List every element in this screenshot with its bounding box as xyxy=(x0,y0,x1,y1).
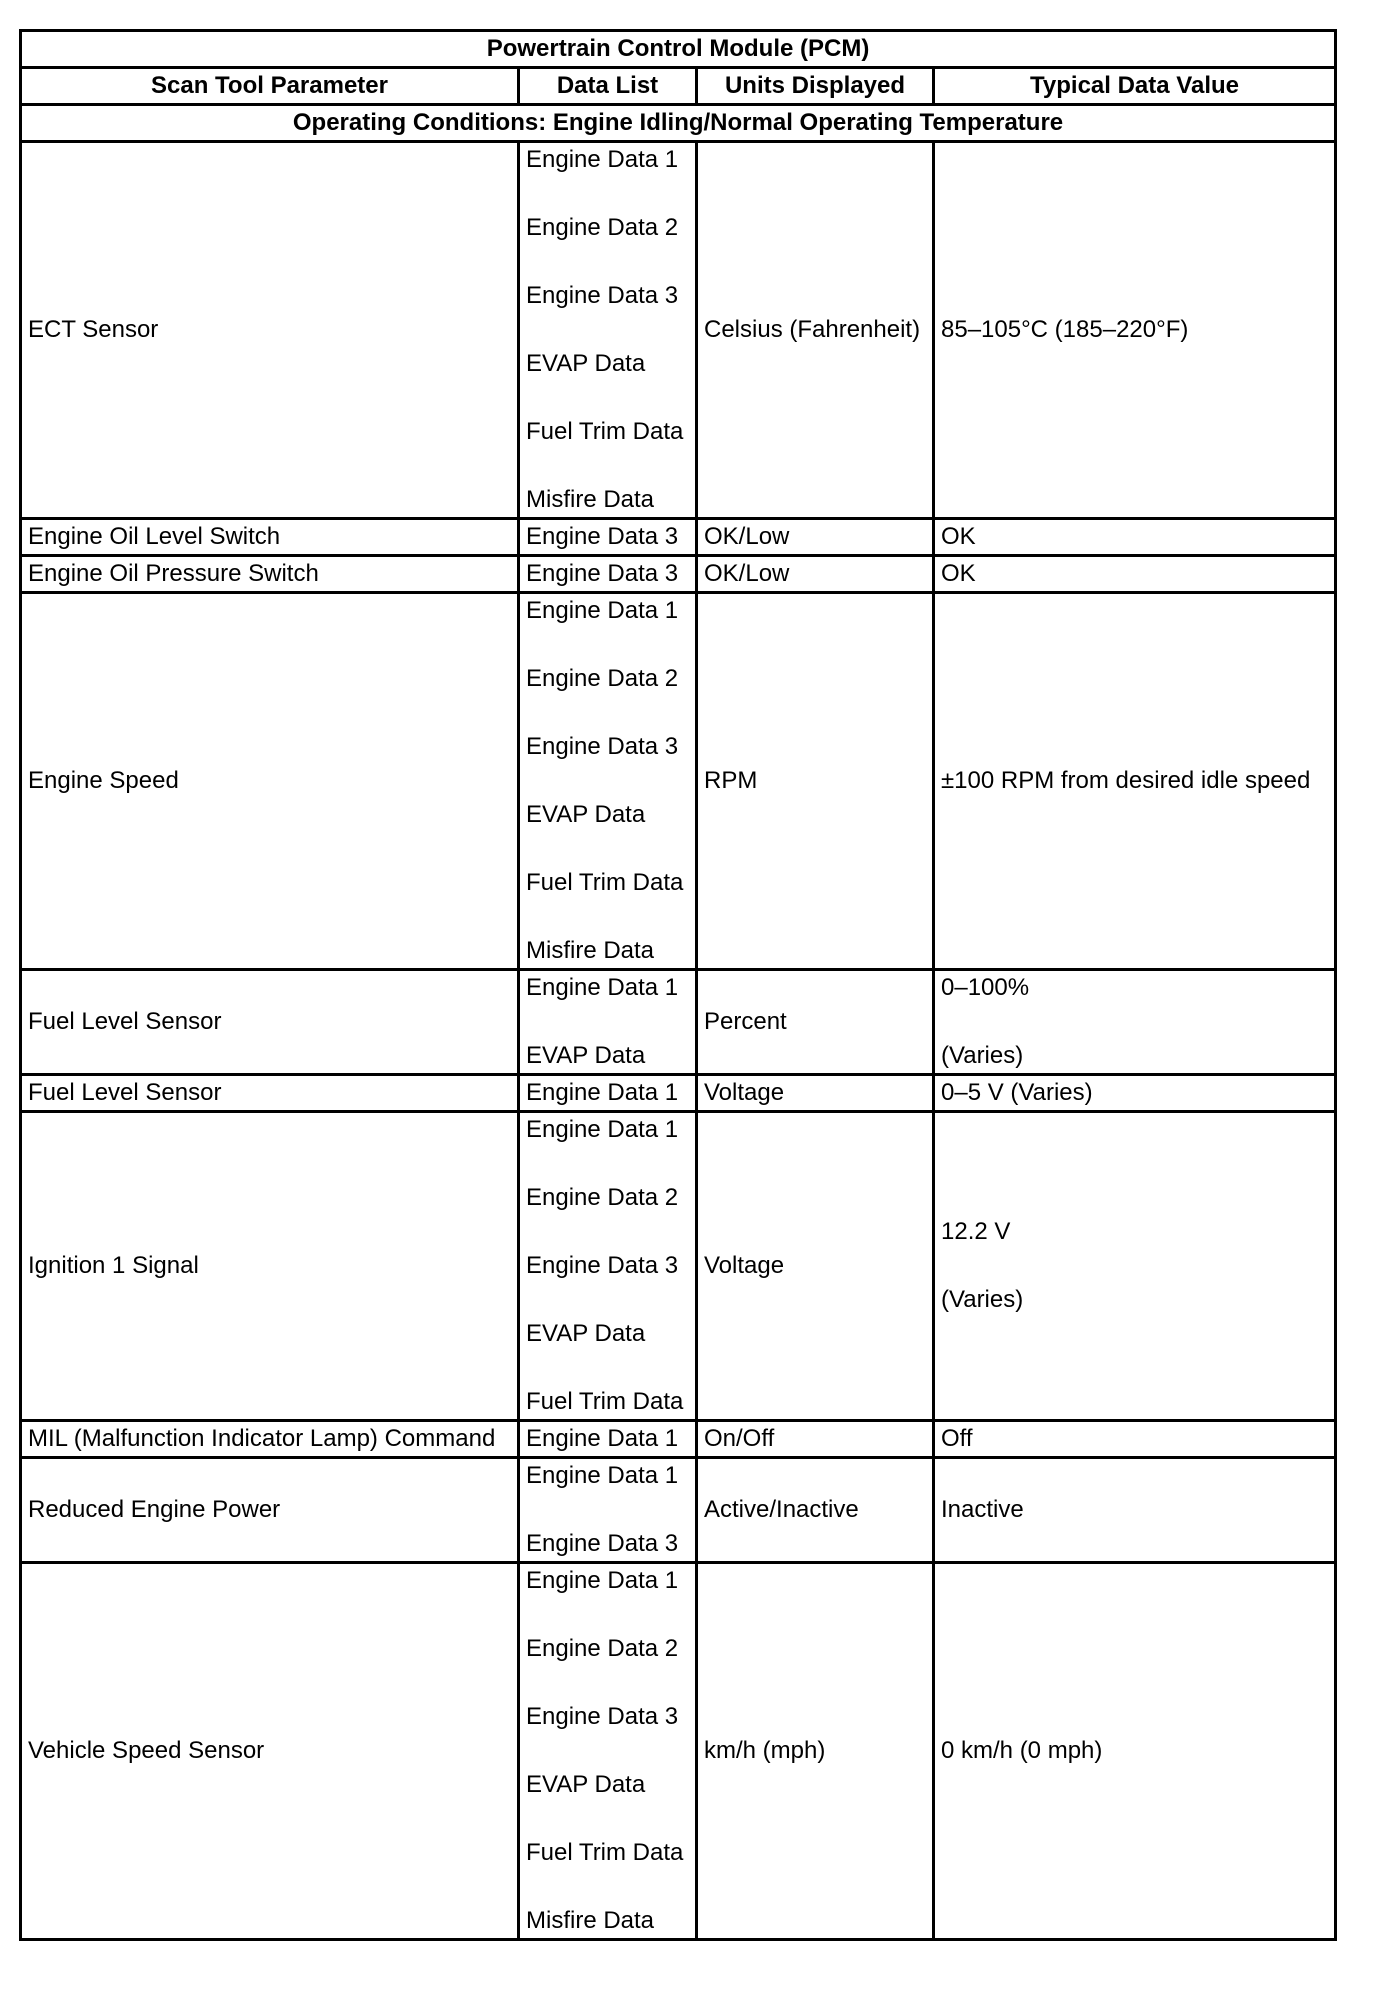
data-list-cell xyxy=(519,1563,697,1940)
table-row xyxy=(21,1421,1336,1458)
data-list-item: Engine Data 2 xyxy=(526,214,679,241)
typical-value-line: 0–100% xyxy=(941,974,1030,1001)
parameter-cell: MIL (Malfunction Indicator Lamp) Command xyxy=(21,1421,519,1458)
typical-value-line: (Varies) xyxy=(941,1286,1024,1313)
data-list-item: Engine Data 3 xyxy=(526,282,679,309)
typical-value-cell xyxy=(934,1112,1336,1421)
units-cell: OK/Low xyxy=(697,519,934,556)
parameter-cell: Reduced Engine Power xyxy=(21,1458,519,1563)
parameter-cell: Engine Speed xyxy=(21,593,519,970)
parameter-cell: Fuel Level Sensor xyxy=(21,970,519,1075)
units-cell: Active/Inactive xyxy=(697,1458,934,1563)
typical-value-line: 12.2 V xyxy=(941,1218,1011,1245)
table-row xyxy=(21,556,1336,593)
table-row xyxy=(21,593,1336,970)
typical-value-line: 0–5 V (Varies) xyxy=(941,1079,1093,1106)
typical-value-cell xyxy=(934,1563,1336,1940)
data-list-item: EVAP Data xyxy=(526,1771,646,1798)
typical-value-line: 85–105°C (185–220°F) xyxy=(941,316,1189,343)
data-list-item: Fuel Trim Data xyxy=(526,869,684,896)
data-list-item: EVAP Data xyxy=(526,350,646,377)
units-cell: Voltage xyxy=(697,1075,934,1112)
data-list-item: Engine Data 2 xyxy=(526,1635,679,1662)
table-row xyxy=(21,1112,1336,1421)
data-list-cell xyxy=(519,556,697,593)
table-title-row xyxy=(21,31,1336,68)
typical-value-line: Inactive xyxy=(941,1496,1024,1523)
table-row xyxy=(21,970,1336,1075)
data-list-item: Engine Data 1 xyxy=(526,1116,679,1143)
units-cell: Percent xyxy=(697,970,934,1075)
units-cell: Voltage xyxy=(697,1112,934,1421)
data-list-cell xyxy=(519,1112,697,1421)
typical-value-line: OK xyxy=(941,523,976,550)
parameter-cell: Fuel Level Sensor xyxy=(21,1075,519,1112)
data-list-item: Engine Data 3 xyxy=(526,733,679,760)
data-list-item: Engine Data 3 xyxy=(526,523,679,550)
typical-value-cell xyxy=(934,1075,1336,1112)
parameter-cell: Engine Oil Pressure Switch xyxy=(21,556,519,593)
typical-value-cell xyxy=(934,1421,1336,1458)
typical-value-line: ±100 RPM from desired idle speed xyxy=(941,767,1311,794)
typical-value-line: (Varies) xyxy=(941,1042,1024,1069)
data-list-item: Misfire Data xyxy=(526,1907,655,1934)
data-list-item: EVAP Data xyxy=(526,801,646,828)
parameter-cell: Ignition 1 Signal xyxy=(21,1112,519,1421)
data-list-item: Engine Data 3 xyxy=(526,1530,679,1557)
data-list-item: Engine Data 1 xyxy=(526,974,679,1001)
data-list-cell xyxy=(519,1075,697,1112)
units-cell: km/h (mph) xyxy=(697,1563,934,1940)
data-list-item: Engine Data 1 xyxy=(526,1425,679,1452)
data-list-cell xyxy=(519,1421,697,1458)
data-list-item: Misfire Data xyxy=(526,486,655,513)
typical-value-cell xyxy=(934,593,1336,970)
pcm-data-table xyxy=(19,29,1337,1941)
header-scan-tool-parameter: Scan Tool Parameter xyxy=(21,68,519,105)
data-list-cell xyxy=(519,970,697,1075)
data-list-item: Engine Data 1 xyxy=(526,146,679,173)
data-list-item: Engine Data 1 xyxy=(526,1079,679,1106)
header-units-displayed: Units Displayed xyxy=(697,68,934,105)
header-typical-data-value: Typical Data Value xyxy=(934,68,1336,105)
data-list-item: Engine Data 3 xyxy=(526,560,679,587)
typical-value-cell xyxy=(934,556,1336,593)
units-cell: Celsius (Fahrenheit) xyxy=(697,142,934,519)
parameter-cell: Vehicle Speed Sensor xyxy=(21,1563,519,1940)
data-list-item: Fuel Trim Data xyxy=(526,1839,684,1866)
table-row xyxy=(21,1563,1336,1940)
column-header-row xyxy=(21,68,1336,105)
data-list-cell xyxy=(519,593,697,970)
typical-value-line: Off xyxy=(941,1425,973,1452)
parameter-cell: ECT Sensor xyxy=(21,142,519,519)
typical-value-line: OK xyxy=(941,560,976,587)
table-title: Powertrain Control Module (PCM) xyxy=(21,31,1336,68)
data-list-item: Engine Data 2 xyxy=(526,665,679,692)
units-cell: RPM xyxy=(697,593,934,970)
typical-value-cell xyxy=(934,970,1336,1075)
parameter-cell: Engine Oil Level Switch xyxy=(21,519,519,556)
data-list-item: Engine Data 3 xyxy=(526,1252,679,1279)
data-list-cell xyxy=(519,142,697,519)
data-list-item: Engine Data 3 xyxy=(526,1703,679,1730)
data-list-item: Engine Data 1 xyxy=(526,1462,679,1489)
conditions-row xyxy=(21,105,1336,142)
units-cell: On/Off xyxy=(697,1421,934,1458)
data-list-cell xyxy=(519,519,697,556)
typical-value-cell xyxy=(934,142,1336,519)
data-list-item: Engine Data 1 xyxy=(526,597,679,624)
data-list-item: Engine Data 2 xyxy=(526,1184,679,1211)
units-cell: OK/Low xyxy=(697,556,934,593)
data-list-item: Fuel Trim Data xyxy=(526,1388,684,1415)
table-body xyxy=(21,142,1336,1940)
table-row xyxy=(21,1458,1336,1563)
header-data-list: Data List xyxy=(519,68,697,105)
table-row xyxy=(21,519,1336,556)
data-list-item: Engine Data 1 xyxy=(526,1567,679,1594)
data-list-item: Fuel Trim Data xyxy=(526,418,684,445)
operating-conditions: Operating Conditions: Engine Idling/Normal Operating Temperature xyxy=(21,105,1336,142)
table-row xyxy=(21,142,1336,519)
typical-value-cell xyxy=(934,519,1336,556)
data-list-item: EVAP Data xyxy=(526,1320,646,1347)
typical-value-cell xyxy=(934,1458,1336,1563)
data-list-item: EVAP Data xyxy=(526,1042,646,1069)
typical-value-line: 0 km/h (0 mph) xyxy=(941,1737,1103,1764)
data-list-cell xyxy=(519,1458,697,1563)
data-list-item: Misfire Data xyxy=(526,937,655,964)
table-row xyxy=(21,1075,1336,1112)
